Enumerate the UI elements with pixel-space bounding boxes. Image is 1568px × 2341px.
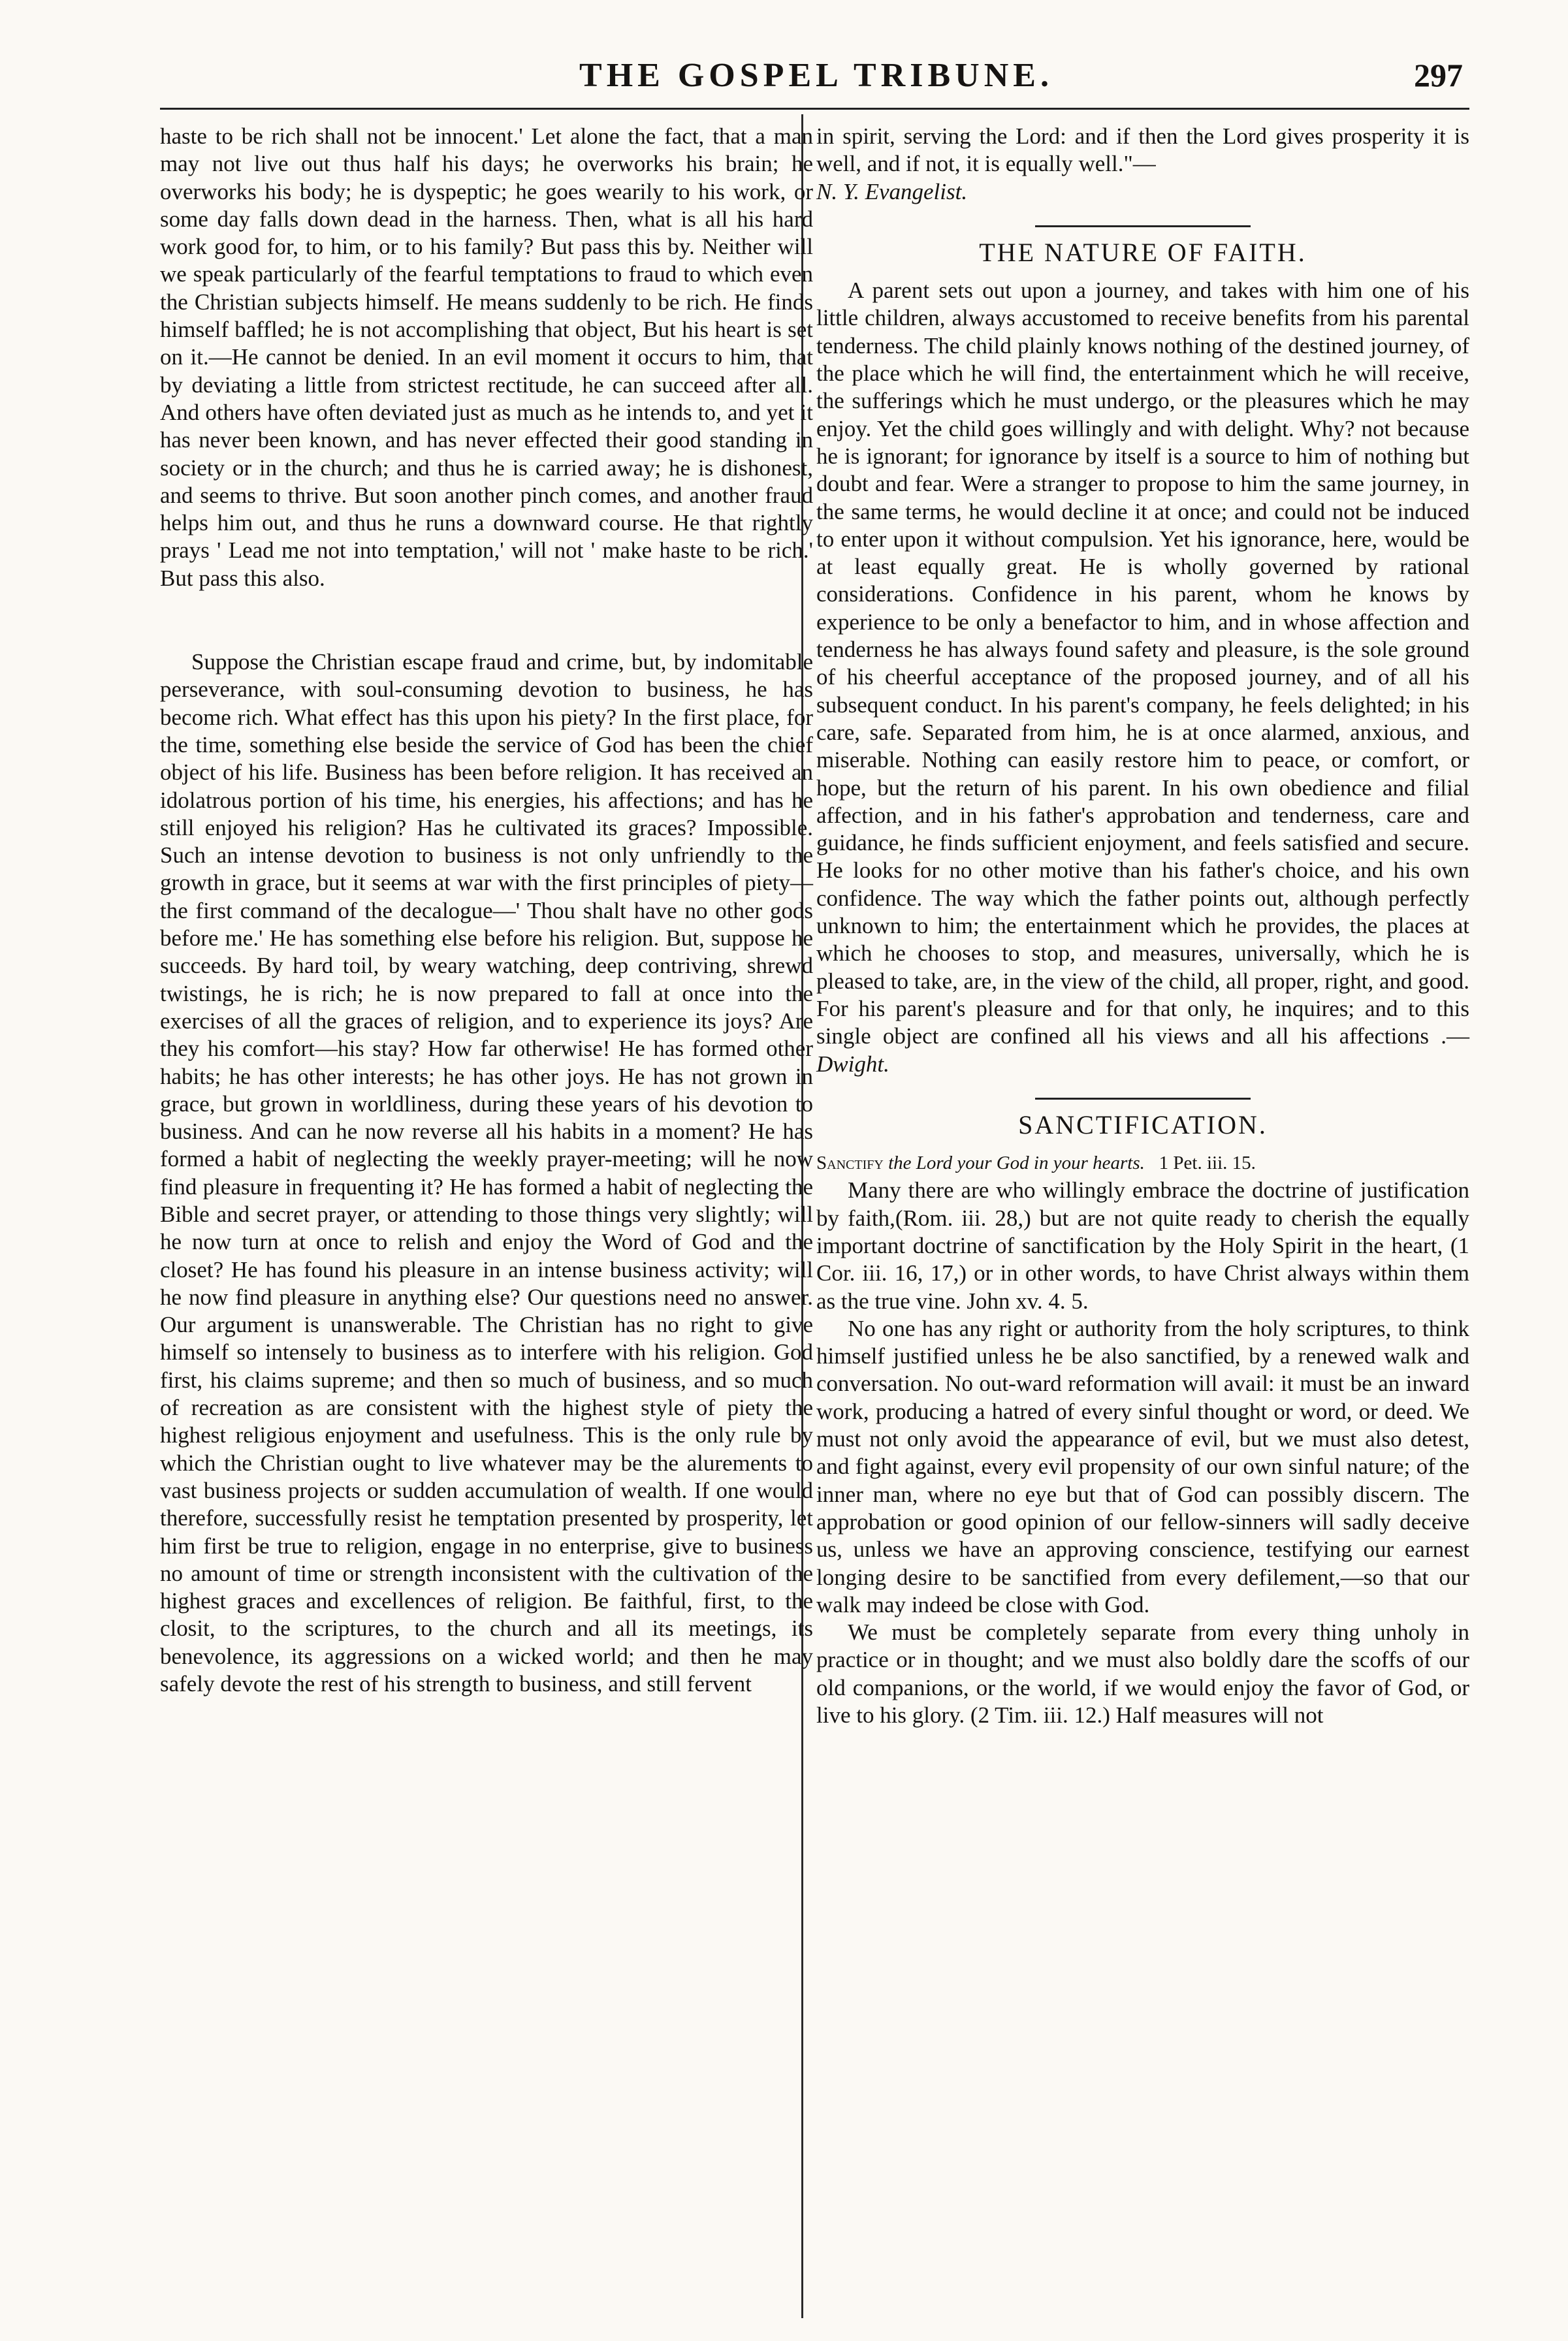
paragraph-gap: [160, 592, 813, 648]
left-paragraph-2: Suppose the Christian escape fraud and crime, but, by indomitable perseverance, with soul-consuming devotion to business, he has become rich. What effect has this upon his piety? In the first place, for the time, something else beside the service of God has been the chief object of his life. Business has been before religion. It has received an idolatrous portion of his time, his energies, his affections; and has he still enjoyed his religion? Has he cultivated its graces? Impossible. Such an intense devotion to business is not only unfriendly to the growth in grace, but it seems at war with the first principles of piety—the first command of the decalogue—' Thou shalt have no other gods before me.' He has something else before his religion. But, suppose he succeeds. By hard toil, by weary watching, deep contriving, shrewd twistings, he is rich; he is now prepared to fall at once into the exercises of all the graces of religion, and to experience its joys? Are they his comfort—his stay? How far otherwise! He has formed other habits; he has other interests; he has other joys. He has not grown in grace, but grown in worldliness, during these years of his devotion to business. And can he now reverse all his habits in a moment? He has formed a habit of neglecting the weekly prayer-meeting; will he now find pleasure in frequenting it? He has formed a habit of neglecting the Bible and secret prayer, or attending to those things very slightly; will he now turn at once to relish and enjoy the Word of God and the closet? He has found his pleasure in an intense business activity; will he now find pleasure in anything else? Our questions need no answer. Our argument is unanswerable. The Christian has no right to give himself so intensely to business as to interfere with his religion. God first, his claims supreme; and then so much of business, and so much of recreation as are consistent with the highest style of piety the highest religious enjoyment and usefulness. This is the only rule by which the Christian ought to live whatever may be the alurements to vast business projects or sudden accumulation of wealth. If one would therefore, successfully resist he temptation presented by prosperity, let him first be true to religion, engage in no enterprise, give to business no amount of time or strength inconsistent with the cultivation of the highest graces and excellences of religion. Be faithful, first, to the closit, to the scriptures, to the church and all its meetings, its benevolence, its aggressions on a wicked world; and then he may safely devote the rest of his strength to business, and still fervent: [160, 649, 813, 1697]
epigraph-text: the Lord your God in your hearts.: [888, 1153, 1145, 1174]
continuation-text: in spirit, serving the Lord: and if then the Lord gives prosperity it is well, and if not, it is equally well."—: [816, 123, 1469, 177]
sanctification-paragraph-1: Many there are who willingly embrace the doctrine of justification by faith,(Rom. iii. 28,) but are not quite ready to cherish the equally important doctrine of sanctification by the Holy Spirit in the heart, (1 Cor. iii. 16, 17,) or in other words, to have Christ always within them as the true vine. John xv. 4. 5.: [816, 1177, 1469, 1314]
section-rule: [1035, 1098, 1251, 1100]
continuation-source: N. Y. Evangelist.: [816, 178, 968, 204]
header-rule: [160, 108, 1469, 110]
running-title: THE GOSPEL TRIBUNE.: [579, 57, 1053, 94]
page-header: [170, 56, 1463, 102]
faith-section-title: THE NATURE OF FAITH.: [979, 237, 1307, 267]
page-number: 297: [1414, 57, 1463, 93]
section-rule: [1035, 225, 1251, 227]
continued-text: [816, 123, 1469, 206]
faith-section-body: [816, 277, 1469, 1078]
epigraph-word: Sanctify: [816, 1153, 884, 1174]
sanctification-epigraph: [816, 1149, 1469, 1177]
sanctification-section-title: SANCTIFICATION.: [1018, 1109, 1268, 1139]
sanctification-paragraph-3: We must be completely separate from every thing unholy in practice or in thought; and we must also boldly dare the scoffs of our old companions, or the world, if we would enjoy the favor of God, or live to his glory. (2 Tim. iii. 12.) Half measures will not: [816, 1619, 1469, 1728]
left-paragraph-1: haste to be rich shall not be innocent.' Let alone the fact, that a man may not live out thus half his days; he overworks his brain; he overworks his body; he is dyspeptic; he goes wearily to his work, or some day falls down dead in the harness. Then, what is all his hard work good for, to him, or to his family? But pass this by. Neither will we speak particularly of the fearful temptations to fraud to which even the Christian subjects himself. He means suddenly to be rich. He finds himself baffled; he is not accomplishing that object, But his heart is set on it.—He cannot be denied. In an evil moment it occurs to him, that by deviating a little from strictest rectitude, he can succeed after all. And others have often deviated just as much as he intends to, and yet it has never been known, and has never effected their good standing in society or in the church; and thus he is carried away; he is dishonest, and seems to thrive. But soon another pinch comes, and another fraud helps him out, and thus he runs a downward course. He that rightly prays ' Lead me not into temptation,' will not ' make haste to be rich.' But pass this also.: [160, 123, 813, 591]
faith-signature: Dwight.: [816, 1051, 889, 1077]
left-column: [160, 123, 813, 1698]
faith-body-text: A parent sets out upon a journey, and takes with him one of his little children, always accustomed to receive benefits from his parental tenderness. The child plainly knows nothing of the destined journey, of the place which he will find, the entertainment which he will receive, the sufferings which he must undergo, or the pleasures which he may enjoy. Yet the child goes willingly and with delight. Why? not because he is ignorant; for ignorance by itself is a source to him of nothing but doubt and fear. Were a stranger to propose to him the same journey, in the same terms, he would decline it at once; and could not be induced to enter upon it without compulsion. Yet his ignorance, here, would be at least equally great. He is wholly governed by rational considerations. Confidence in his parent, whom he knows by experience to be only a benefactor to him, and in whose affection and tenderness he has always found safety and pleasure, is the sole ground of his cheerful acceptance of the proposed journey, and of all his subsequent conduct. In his parent's company, he feels delighted; in his care, safe. Separated from him, he is at once alarmed, anxious, and miserable. Nothing can easily restore him to peace, or comfort, or hope, but the return of his parent. In his own obedience and filial affection, and in his father's approbation and tenderness, care and guidance, he finds sufficient enjoyment, and feels satisfied and secure. He looks for no other motive than his father's choice, and his own confidence. The way which the father points out, although perfectly unknown to him; the entertainment which he provides, the places at which he chooses to stop, and measures, universally, which he is pleased to take, are, in the view of the child, all proper, right, and good. For his parent's pleasure and for that only, he inquires; and to this single object are confined all his views and all his affections .—: [816, 278, 1469, 1049]
epigraph-reference: 1 Pet. iii. 15.: [1159, 1153, 1256, 1174]
right-column: [816, 123, 1469, 1729]
sanctification-paragraph-2: No one has any right or authority from the holy scriptures, to think himself justified unless he be also sanctified, by a renewed walk and conversation. No out-ward reformation will avail: it must be an inward work, producing a hatred of every sinful thought or word, or deed. We must not only avoid the appearance of evil, but we must also detest, and fight against, every evil propensity of our own sinful nature; of the inner man, where no eye but that of God can possibly discern. The approbation or good opinion of our fellow-sinners will sadly deceive us, unless we have an approving conscience, testifying our earnest longing desire to be sanctified from every defilement,—so that our walk may indeed be close with God.: [816, 1315, 1469, 1617]
